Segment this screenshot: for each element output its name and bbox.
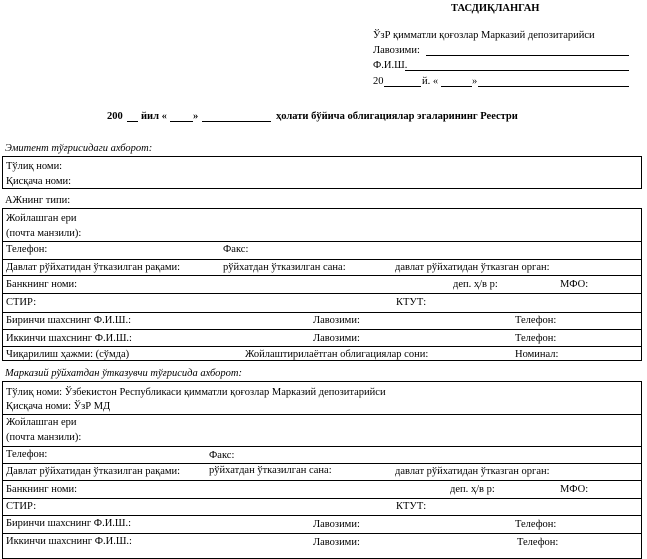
approval-date-year: 20 [373, 76, 384, 87]
issuer-ktut: КТУТ: [396, 297, 427, 308]
approval-date-end: » [472, 76, 478, 87]
approval-name-label: Ф.И.Ш. [373, 60, 408, 71]
depository-stir: СТИР: [6, 501, 37, 512]
issuer-details-box [2, 208, 642, 361]
approval-month-line [478, 86, 629, 87]
depository-divider [3, 498, 641, 499]
issuer-volume: Чиқарилиш ҳажми: (сўмда) [6, 349, 130, 360]
issuer-phone2: Телефон: [515, 333, 557, 344]
depository-position1: Лавозими: [313, 519, 360, 530]
depository-position2: Лавозими: [313, 537, 360, 548]
depository-mfo: МФО: [560, 484, 589, 495]
depository-divider [3, 480, 641, 481]
depository-divider [3, 515, 641, 516]
depository-short-name: Қисқача номи: ЎзР МД [6, 401, 111, 412]
issuer-nominal: Номинал: [515, 349, 559, 360]
approval-name-line [405, 70, 629, 71]
depository-fax: Факс: [209, 450, 235, 461]
issuer-reg-authority: давлат рўйхатидан ўтказган орган: [395, 262, 550, 273]
register-quote-close: » [193, 111, 199, 122]
depository-bank: Банкнинг номи: [6, 484, 78, 495]
depository-phone2: Телефон: [517, 537, 559, 548]
depository-details-box [2, 381, 642, 559]
issuer-account: деп. ҳ/в р: [453, 279, 498, 290]
approval-date-mid: й. « [422, 76, 439, 87]
issuer-stir: СТИР: [6, 297, 37, 308]
issuer-position2: Лавозими: [313, 333, 360, 344]
depository-phone: Телефон: [6, 449, 48, 460]
depository-address-2: (почта манзили): [6, 432, 82, 443]
register-year-suffix: йил « [141, 111, 167, 122]
issuer-position1: Лавозими: [313, 315, 360, 326]
depository-person1: Биринчи шахснинг Ф.И.Ш.: [6, 518, 132, 529]
approval-org: ЎзР қимматли қоғозлар Марказий депозитарийси [373, 30, 595, 41]
depository-ktut: КТУТ: [396, 501, 427, 512]
register-month-line [202, 121, 271, 122]
issuer-reg-date: рўйхатдан ўтказилган сана: [223, 262, 346, 273]
register-day-line [170, 121, 193, 122]
issuer-short-name: Қисқача номи: [6, 176, 72, 187]
depository-full-name: Тўлиқ номи: Ўзбекистон Республикаси қимматли қоғозлар Марказий депозитарийси [6, 387, 386, 398]
register-year-prefix: 200 [107, 111, 123, 122]
issuer-reg-number: Давлат рўйхатидан ўтказилган рақами: [6, 262, 181, 273]
issuer-address-2: (почта манзили): [6, 228, 82, 239]
register-title-rest: ҳолати бўйича облигациялар эгаларининг Реестри [276, 111, 518, 122]
depository-divider [3, 414, 641, 415]
issuer-bank: Банкнинг номи: [6, 279, 78, 290]
issuer-person2: Иккинчи шахснинг Ф.И.Ш.: [6, 333, 132, 344]
depository-divider [3, 463, 641, 464]
issuer-divider [3, 346, 641, 347]
issuer-name-box [2, 156, 642, 189]
issuer-divider [3, 312, 641, 313]
depository-divider [3, 533, 641, 534]
approval-title: ТАСДИҚЛАНГАН [451, 3, 540, 14]
register-year-line [127, 121, 138, 122]
depository-heading: Марказий рўйхатдан ўтказувчи тўғрисида ахборот: [5, 368, 242, 379]
approval-year-line [384, 86, 421, 87]
issuer-divider [3, 275, 641, 276]
issuer-phone: Телефон: [6, 244, 48, 255]
depository-account: деп. ҳ/в р: [450, 484, 495, 495]
depository-phone1: Телефон: [515, 519, 557, 530]
issuer-bonds-count: Жойлаштирилаётган облигациялар сони: [245, 349, 429, 360]
approval-day-line [441, 86, 472, 87]
issuer-divider [3, 293, 641, 294]
depository-divider [3, 446, 641, 447]
approval-position-line [426, 55, 629, 56]
issuer-person1: Биринчи шахснинг Ф.И.Ш.: [6, 315, 132, 326]
issuer-divider [3, 329, 641, 330]
issuer-address-1: Жойлашган ери [6, 213, 77, 224]
issuer-divider [3, 259, 641, 260]
issuer-fax: Факс: [223, 244, 249, 255]
issuer-mfo: МФО: [560, 279, 589, 290]
depository-address-1: Жойлашган ери [6, 417, 77, 428]
issuer-divider [3, 241, 641, 242]
issuer-type: АЖнинг типи: [5, 195, 71, 206]
issuer-heading: Эмитент тўғрисидаги ахборот: [5, 143, 153, 154]
depository-reg-authority: давлат рўйхатидан ўтказган орган: [395, 466, 550, 477]
issuer-phone1: Телефон: [515, 315, 557, 326]
approval-position-label: Лавозими: [373, 45, 420, 56]
issuer-full-name: Тўлиқ номи: [6, 161, 63, 172]
depository-person2: Иккинчи шахснинг Ф.И.Ш.: [6, 536, 132, 547]
depository-reg-number: Давлат рўйхатидан ўтказилган рақами: [6, 466, 181, 477]
depository-reg-date: рўйхатдан ўтказилган сана: [209, 465, 332, 476]
